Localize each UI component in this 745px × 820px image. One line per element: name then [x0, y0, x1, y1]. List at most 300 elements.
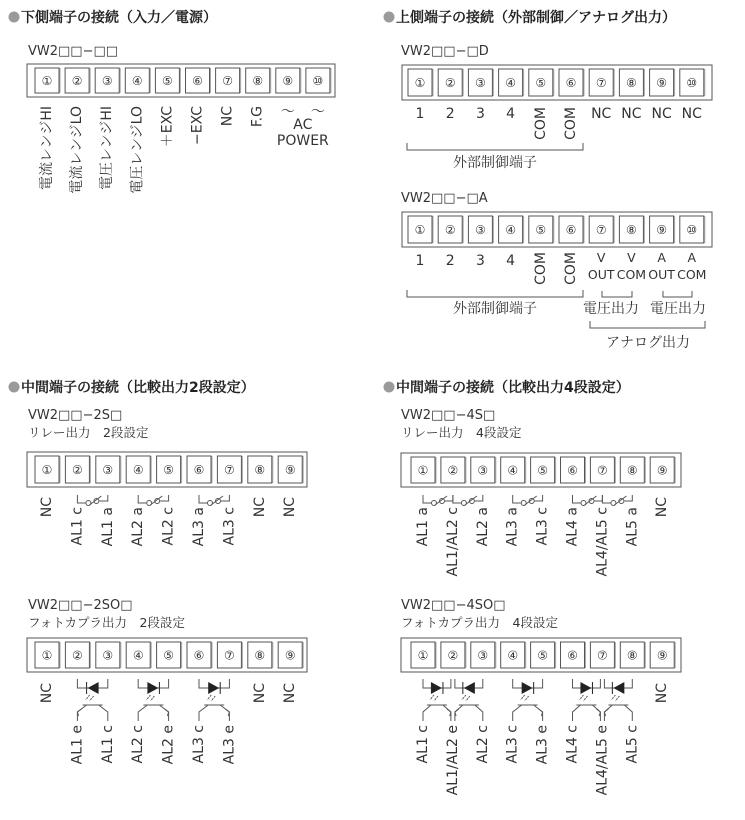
terminal-label: NC	[621, 106, 642, 122]
relay-contact-symbol	[513, 495, 543, 506]
transistor-leg	[455, 705, 463, 721]
terminal-number: ⑥	[567, 648, 578, 663]
relay-lead	[453, 495, 461, 503]
section-title-mid4: 中間端子の接続（比較出力4段設定）	[396, 380, 630, 396]
terminal-6	[187, 642, 212, 668]
relay-lead	[535, 495, 543, 501]
relay-contact-symbol	[199, 495, 229, 506]
terminal-10	[680, 216, 705, 243]
terminal-number: ⑩	[686, 223, 698, 237]
voltage-output-bracket	[663, 291, 692, 297]
terminal-label: AL3 c	[534, 507, 551, 546]
terminal-number: ④	[132, 648, 144, 663]
terminal-block-bottom	[27, 64, 335, 97]
light-arrow	[615, 696, 619, 701]
transistor-leg	[604, 705, 612, 721]
terminal-number: ⑦	[597, 463, 608, 478]
relay-lead	[595, 495, 603, 501]
terminal-number: ③	[101, 74, 113, 88]
terminal-label: AL3 a	[504, 507, 521, 547]
terminal-number: ④	[505, 76, 516, 90]
terminal-number: ⑤	[535, 76, 547, 90]
light-arrow	[90, 696, 94, 701]
terminal-number: ⑤	[163, 648, 174, 663]
terminal-number: ⑨	[656, 76, 667, 90]
relay-lead	[423, 495, 431, 503]
terminal-2	[438, 216, 463, 243]
terminal-block-2so	[27, 638, 307, 672]
terminal-block-top-a	[402, 212, 712, 247]
terminal-number: ②	[444, 223, 456, 237]
terminal-label: AL1/AL2 e	[444, 725, 461, 796]
ac-symbol: 〜	[310, 104, 325, 120]
relay-lead	[199, 495, 207, 503]
relay-lead	[138, 495, 146, 503]
terminal-label: AL4 c	[564, 725, 581, 764]
terminal-5	[157, 642, 182, 668]
relay-lead	[602, 495, 610, 503]
terminal-label: 4	[506, 106, 516, 122]
photocoupler-symbol	[138, 679, 168, 721]
light-arrow	[611, 695, 615, 700]
emitter-arrow	[596, 709, 600, 716]
terminal-1	[35, 456, 60, 483]
terminal-number: ⑩	[686, 76, 698, 90]
emitter-arrow	[455, 709, 459, 716]
diode-icon	[522, 682, 533, 694]
terminal-number: ⑥	[193, 463, 205, 477]
terminal-6	[186, 68, 211, 93]
terminal-8	[248, 456, 273, 483]
relay-contact-symbol	[77, 495, 107, 506]
terminal-1	[35, 68, 60, 93]
terminal-label: −EXC	[189, 106, 206, 145]
relay-lead	[99, 495, 107, 501]
terminal-label: AL3 a	[191, 507, 207, 547]
terminal-3	[468, 216, 493, 243]
analog-terminal-label: V	[596, 250, 606, 265]
terminal-number: ③	[102, 648, 114, 663]
photocoupler-symbol	[573, 679, 601, 721]
section-title-mid2: 中間端子の接続（比較出力2段設定）	[21, 380, 255, 396]
terminal-4	[126, 642, 151, 668]
terminal-block-4s	[401, 453, 681, 487]
terminal-number: ⑤	[162, 74, 173, 88]
power-label: POWER	[276, 133, 329, 149]
terminal-label: 1	[415, 106, 425, 122]
terminal-label: NC	[681, 106, 702, 122]
diode-icon	[208, 682, 219, 694]
terminal-label: NC	[651, 106, 672, 122]
output-type-label: フォトカプラ出力 4段設定	[401, 615, 558, 630]
terminal-8	[620, 457, 645, 483]
terminal-label: COM	[563, 107, 579, 140]
terminal-number: ①	[414, 223, 426, 237]
terminal-4	[499, 69, 524, 96]
terminal-label: AL3 e	[534, 725, 551, 765]
terminal-label: NC	[654, 497, 671, 518]
section-title-top: 上側端子の接続（外部制御／アナログ出力）	[396, 10, 676, 26]
emitter-arrow	[604, 709, 608, 716]
relay-lead	[160, 495, 168, 501]
terminal-number: ⑦	[595, 76, 607, 90]
terminal-label: 2	[445, 253, 455, 269]
bullet-icon	[384, 382, 395, 393]
light-arrow	[430, 695, 434, 700]
terminal-number: ④	[507, 463, 519, 478]
terminal-7	[217, 642, 242, 668]
terminal-number: ①	[41, 648, 53, 663]
transistor-leg	[77, 705, 86, 721]
terminal-number: ①	[417, 463, 429, 478]
diode-icon	[88, 682, 99, 694]
terminal-4	[126, 456, 151, 483]
terminal-number: ⑨	[282, 74, 294, 88]
emitter-arrow	[447, 709, 451, 716]
terminal-number: ②	[447, 648, 459, 663]
terminal-label: NC	[39, 683, 55, 704]
transistor-leg	[513, 705, 522, 721]
terminal-label: NC	[282, 497, 299, 518]
terminal-10	[306, 68, 331, 93]
transistor-leg	[159, 705, 168, 721]
terminal-label: 3	[475, 253, 485, 269]
diode-icon	[464, 682, 475, 694]
terminal-label: AL1 c	[69, 507, 86, 546]
terminal-label: AL2 c	[130, 725, 147, 764]
model-code: VW2□□−4S□	[401, 408, 496, 423]
terminal-7	[216, 68, 241, 93]
output-type-label: リレー出力 4段設定	[401, 425, 522, 440]
terminal-number: ④	[131, 74, 143, 88]
analog-terminal-label: V	[627, 250, 636, 265]
output-type-label: フォトカプラ出力 2段設定	[28, 615, 185, 630]
terminal-1	[408, 69, 433, 96]
terminal-6	[559, 216, 584, 243]
external-control-label: 外部制御端子	[453, 155, 537, 171]
photocoupler-symbol	[455, 679, 483, 721]
relay-lead	[513, 495, 521, 503]
terminal-number: ②	[444, 76, 456, 90]
light-arrow	[525, 696, 529, 701]
relay-lead	[475, 495, 483, 501]
relay-contact-symbol	[423, 495, 453, 506]
terminal-label: 電圧レンジLO	[129, 106, 146, 194]
terminal-number: ③	[475, 76, 486, 90]
terminal-label: ＋EXC	[159, 106, 176, 148]
terminal-6	[561, 457, 586, 483]
terminal-label: 電圧レンジHI	[99, 106, 116, 190]
terminal-number: ②	[71, 74, 83, 88]
terminal-label: AL3 c	[221, 507, 238, 546]
terminal-7	[590, 642, 615, 668]
terminal-number: ④	[507, 648, 519, 663]
terminal-1	[35, 642, 60, 668]
transistor-leg	[423, 705, 431, 721]
terminal-9	[278, 456, 303, 483]
relay-contact-symbol	[602, 495, 632, 506]
terminal-label: AL1 a	[99, 507, 116, 547]
terminal-number: ⑧	[626, 223, 637, 237]
terminal-label: NC	[654, 683, 671, 704]
terminal-label: AL3 c	[191, 725, 207, 764]
voltage-output-label: 電圧出力	[650, 301, 706, 317]
diode-icon	[613, 682, 624, 694]
terminal-label: AL1 c	[415, 725, 431, 764]
ac-label: AC	[293, 117, 313, 133]
terminal-label: NC	[282, 683, 299, 704]
terminal-number: ⑥	[565, 223, 577, 237]
terminal-4	[499, 216, 524, 243]
terminal-number: ④	[505, 223, 516, 237]
relay-contact-symbol	[573, 495, 603, 506]
terminal-number: ⑧	[254, 648, 266, 663]
terminal-5	[529, 216, 554, 243]
terminal-label: 4	[506, 253, 516, 269]
terminal-5	[531, 642, 556, 668]
relay-lead	[77, 495, 85, 503]
light-arrow	[521, 695, 525, 700]
terminal-label: AL2 a	[474, 507, 491, 547]
terminal-2	[441, 642, 466, 668]
terminal-number: ⑨	[656, 463, 668, 478]
terminal-2	[65, 68, 90, 93]
terminal-9	[276, 68, 301, 93]
terminal-label: AL1/AL2 c	[444, 507, 461, 577]
terminal-2	[441, 457, 466, 483]
bullet-icon	[9, 382, 20, 393]
transistor-leg	[138, 705, 147, 721]
analog-terminal-label: OUT	[648, 267, 675, 282]
relay-lead	[573, 495, 581, 503]
diode-icon	[580, 682, 591, 694]
terminal-2	[65, 642, 90, 668]
terminal-number: ⑤	[537, 648, 548, 663]
relay-lead	[221, 495, 229, 501]
terminal-number: ⑨	[656, 223, 667, 237]
terminal-number: ④	[132, 463, 144, 477]
terminal-number: ⑧	[626, 648, 638, 663]
terminal-label: AL2 c	[160, 507, 177, 546]
transistor-leg	[99, 705, 108, 721]
terminal-block-top-d	[402, 65, 712, 100]
terminal-3	[95, 68, 120, 93]
terminal-9	[650, 642, 675, 668]
relay-lead	[445, 495, 453, 501]
terminal-label: AL4/AL5 e	[594, 725, 611, 796]
light-arrow	[86, 695, 90, 700]
terminal-8	[619, 69, 644, 96]
terminal-3	[471, 642, 496, 668]
terminal-4	[501, 457, 526, 483]
terminal-6	[187, 456, 212, 483]
terminal-label: NC	[219, 106, 236, 127]
terminal-block-2s	[27, 452, 307, 487]
photocoupler-symbol	[604, 679, 632, 721]
photocoupler-symbol	[77, 679, 107, 721]
light-arrow	[211, 696, 215, 701]
terminal-label: NC	[251, 497, 268, 518]
terminal-number: ③	[477, 648, 489, 663]
terminal-number: ③	[102, 463, 114, 477]
photocoupler-symbol	[513, 679, 543, 721]
emitter-arrow	[77, 709, 81, 716]
terminal-label: 電流レンジHI	[39, 106, 55, 190]
terminal-number: ⑤	[537, 463, 548, 478]
transistor-leg	[220, 705, 229, 721]
transistor-leg	[199, 705, 208, 721]
terminal-label: COM	[532, 252, 549, 285]
terminal-label: AL5 c	[624, 725, 641, 764]
terminal-label: AL1 c	[99, 725, 116, 764]
terminal-number: ⑥	[192, 74, 203, 88]
terminal-8	[619, 216, 644, 243]
model-code: VW2□□−□D	[401, 44, 489, 59]
terminal-1	[411, 457, 436, 483]
terminal-2	[65, 456, 90, 483]
ac-symbol: 〜	[280, 104, 295, 120]
terminal-4	[125, 68, 150, 93]
terminal-2	[438, 69, 463, 96]
terminal-label: 2	[445, 106, 455, 122]
terminal-number: ⑧	[626, 463, 638, 478]
external-control-bracket	[407, 143, 583, 150]
terminal-number: ⑤	[535, 223, 547, 237]
terminal-number: ⑦	[595, 223, 607, 237]
model-code: VW2□□−4SO□	[401, 598, 506, 613]
terminal-number: ②	[72, 463, 83, 477]
model-code: VW2□□−□□	[28, 44, 119, 59]
terminal-8	[246, 68, 271, 93]
terminal-number: ⑦	[224, 648, 235, 663]
output-type-label: リレー出力 2段設定	[28, 425, 149, 440]
external-control-label: 外部制御端子	[453, 301, 537, 317]
photocoupler-symbol	[423, 679, 451, 721]
model-code: VW2□□−2S□	[28, 408, 123, 423]
terminal-number: ⑦	[597, 648, 608, 663]
analog-terminal-label: A	[687, 250, 697, 265]
terminal-number: ⑤	[163, 463, 174, 477]
terminal-label: NC	[591, 106, 612, 122]
terminal-9	[650, 457, 675, 483]
terminal-label: AL3 c	[504, 725, 521, 764]
analog-terminal-label: A	[657, 250, 666, 265]
terminal-1	[411, 642, 436, 668]
terminal-6	[559, 69, 584, 96]
terminal-number: ①	[41, 74, 53, 88]
terminal-label: AL2 e	[160, 725, 177, 765]
emitter-arrow	[165, 709, 169, 716]
analog-output-label: アナログ出力	[606, 335, 690, 351]
terminal-number: ⑥	[193, 648, 205, 663]
section-title-bottom: 下側端子の接続（入力／電源）	[21, 10, 217, 26]
analog-terminal-label: COM	[616, 267, 647, 282]
model-code: VW2□□−□A	[401, 191, 488, 206]
transistor-leg	[573, 705, 581, 721]
terminal-label: COM	[532, 107, 549, 140]
terminal-label: AL5 a	[624, 507, 641, 547]
terminal-9	[650, 216, 675, 243]
light-arrow	[434, 696, 438, 701]
external-control-bracket	[407, 290, 583, 297]
terminal-7	[217, 456, 242, 483]
terminal-label: 電流レンジLO	[69, 106, 86, 194]
terminal-label: 3	[475, 106, 485, 122]
terminal-7	[589, 216, 614, 243]
terminal-10	[680, 69, 705, 96]
analog-terminal-label: OUT	[587, 267, 615, 282]
terminal-number: ⑥	[565, 76, 577, 90]
terminal-8	[248, 642, 273, 668]
terminal-6	[561, 642, 586, 668]
terminal-3	[468, 69, 493, 96]
terminal-number: ⑥	[567, 463, 578, 478]
relay-lead	[624, 495, 632, 501]
transistor-leg	[475, 705, 483, 721]
terminal-label: AL2 a	[130, 507, 147, 547]
light-arrow	[466, 696, 470, 701]
terminal-number: ⑧	[254, 463, 266, 477]
light-arrow	[207, 695, 211, 700]
terminal-number: ③	[477, 463, 489, 478]
terminal-7	[590, 457, 615, 483]
terminal-label: F.G	[249, 106, 266, 128]
terminal-label: AL4/AL5 c	[594, 507, 611, 577]
light-arrow	[146, 695, 150, 700]
terminal-label: AL2 c	[474, 725, 491, 764]
terminal-number: ⑨	[656, 648, 668, 663]
emitter-arrow	[539, 709, 543, 716]
analog-terminal-label: COM	[677, 267, 707, 282]
model-code: VW2□□−2SO□	[28, 598, 133, 613]
terminal-number: ⑧	[252, 74, 264, 88]
light-arrow	[579, 695, 583, 700]
terminal-number: ②	[72, 648, 83, 663]
terminal-number: ⑦	[224, 463, 235, 477]
terminal-number: ⑨	[284, 648, 296, 663]
terminal-5	[157, 456, 182, 483]
terminal-5	[531, 457, 556, 483]
terminal-8	[620, 642, 645, 668]
terminal-7	[589, 69, 614, 96]
light-arrow	[583, 696, 587, 701]
terminal-number: ⑨	[284, 463, 296, 477]
terminal-9	[650, 69, 675, 96]
terminal-label: COM	[563, 252, 579, 285]
diode-icon	[431, 682, 442, 694]
relay-contact-symbol	[138, 495, 168, 506]
photocoupler-symbol	[199, 679, 229, 721]
terminal-number: ⑦	[222, 74, 233, 88]
terminal-1	[408, 216, 433, 243]
terminal-3	[471, 457, 496, 483]
terminal-number: ②	[447, 463, 459, 478]
terminal-number: ③	[475, 223, 486, 237]
terminal-number: ⑧	[626, 76, 637, 90]
transistor-leg	[592, 705, 600, 721]
terminal-number: ①	[414, 76, 426, 90]
analog-output-bracket	[590, 321, 705, 328]
diode-icon	[147, 682, 158, 694]
terminal-number: ①	[417, 648, 429, 663]
terminal-label: AL1 a	[415, 507, 431, 547]
terminal-label: AL1 e	[69, 725, 86, 765]
terminal-3	[96, 456, 121, 483]
light-arrow	[462, 695, 466, 700]
light-arrow	[150, 696, 154, 701]
terminal-label: AL3 e	[221, 725, 238, 765]
bullet-icon	[384, 12, 395, 23]
